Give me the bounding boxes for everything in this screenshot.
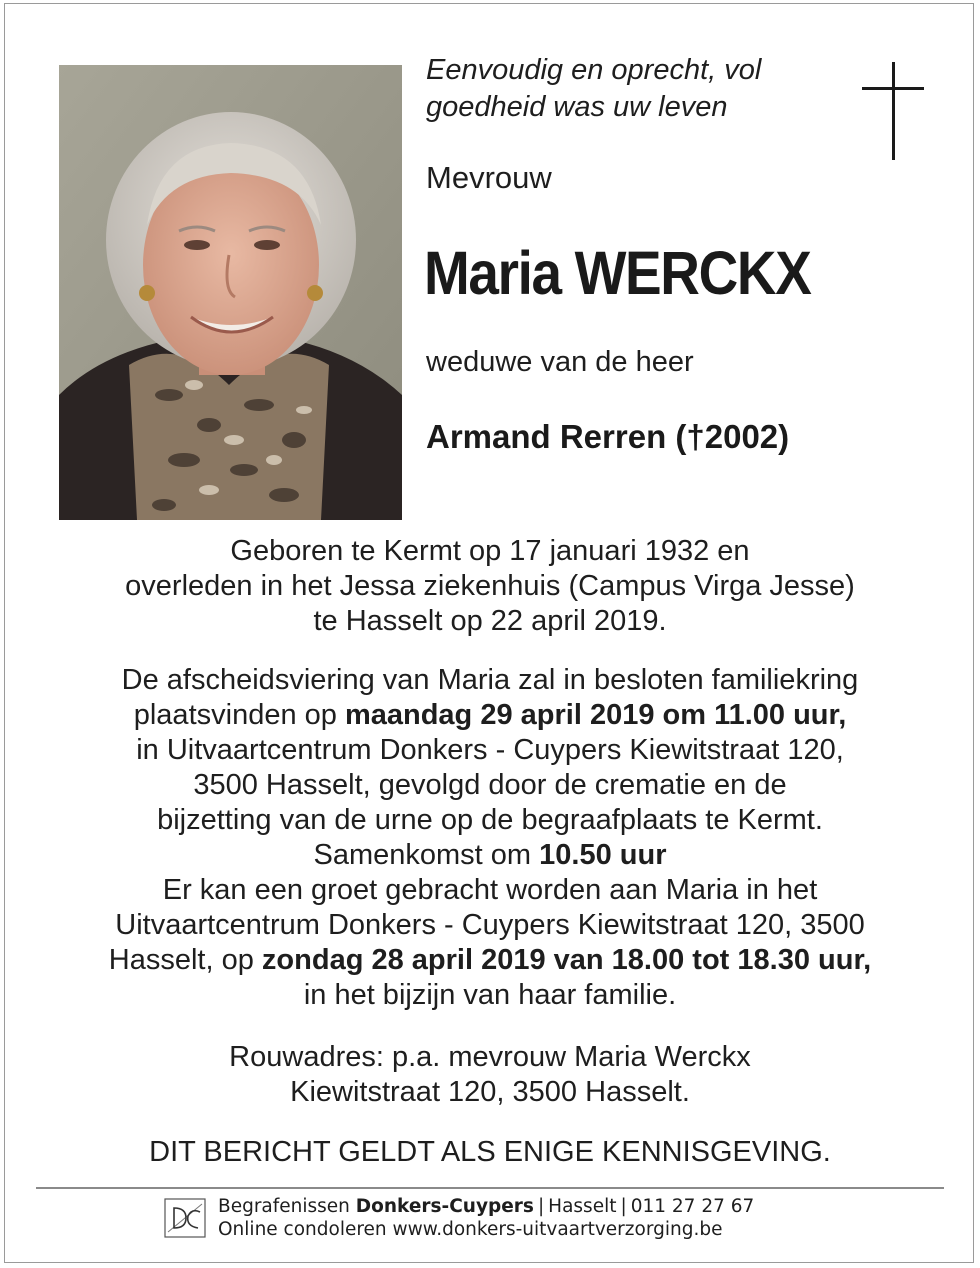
online-condolence-link[interactable]: Online condoleren www.donkers-uitvaartverzorging.be: [218, 1219, 723, 1240]
motto: [426, 52, 846, 126]
text-line: bijzetting van de urne op de begraafplaats te Kermt.: [157, 804, 823, 836]
widow-of-label: weduwe van de heer: [426, 346, 694, 378]
gathering-time: 10.50 uur: [539, 839, 667, 871]
separator: |: [620, 1196, 627, 1217]
text-line: Er kan een groet gebracht worden aan Maria in het: [162, 874, 818, 906]
text-line: overleden in het Jessa ziekenhuis (Campus Virga Jesse): [125, 570, 855, 602]
honorific: Mevrouw: [426, 160, 552, 195]
text-line: De afscheidsviering van Maria zal in besloten familiekring: [121, 664, 859, 696]
text-line: DIT BERICHT GELDT ALS ENIGE KENNISGEVING.: [149, 1136, 831, 1168]
text-line: Rouwadres: p.a. mevrouw Maria Werckx: [229, 1041, 751, 1073]
text-line: Kiewitstraat 120, 3500 Hasselt.: [290, 1076, 690, 1108]
text-line: Uitvaartcentrum Donkers - Cuypers Kiewitstraat 120, 3500: [115, 909, 865, 941]
portrait-photo: [59, 65, 402, 520]
birth-death-info: [40, 534, 940, 639]
footer-phone: 011 27 27 67: [630, 1196, 755, 1217]
text-line: [40, 698, 940, 733]
text-line: in Uitvaartcentrum Donkers - Cuypers Kiewitstraat 120,: [136, 734, 844, 766]
footer-line: [218, 1195, 938, 1218]
text-span: Begrafenissen: [218, 1196, 356, 1217]
company-name: Donkers-Cuypers: [355, 1196, 534, 1217]
mourning-address: [40, 1040, 940, 1110]
text-line: Geboren te Kermt op 17 januari 1932 en: [230, 535, 750, 567]
text-span: Hasselt, op: [108, 944, 262, 976]
text-span: plaatsvinden op: [133, 699, 345, 731]
text-line: te Hasselt op 22 april 2019.: [313, 605, 667, 637]
cross-icon: [862, 62, 924, 160]
footer-city: Hasselt: [548, 1196, 617, 1217]
text-line: [40, 943, 940, 978]
ceremony-datetime: maandag 29 april 2019 om 11.00 uur,: [344, 699, 847, 731]
text-line: 3500 Hasselt, gevolgd door de crematie en de: [193, 769, 787, 801]
motto-line: goedheid was uw leven: [426, 91, 728, 123]
company-logo-icon: [164, 1198, 206, 1238]
text-line: in het bijzijn van haar familie.: [303, 979, 677, 1011]
notice-statement: [40, 1135, 940, 1170]
divider: [36, 1187, 944, 1189]
separator: |: [537, 1196, 545, 1217]
ceremony-info: [40, 663, 940, 1013]
portrait-illustration: [59, 65, 402, 520]
footer: [218, 1195, 938, 1241]
motto-line: Eenvoudig en oprecht, vol: [426, 54, 762, 86]
visitation-datetime: zondag 28 april 2019 van 18.00 tot 18.30 uur,: [261, 944, 872, 976]
text-line: [40, 838, 940, 873]
text-span: Samenkomst om: [313, 839, 540, 871]
deceased-name: Maria WERCKX: [424, 239, 811, 307]
spouse-name: Armand Rerren (†2002): [426, 418, 790, 455]
